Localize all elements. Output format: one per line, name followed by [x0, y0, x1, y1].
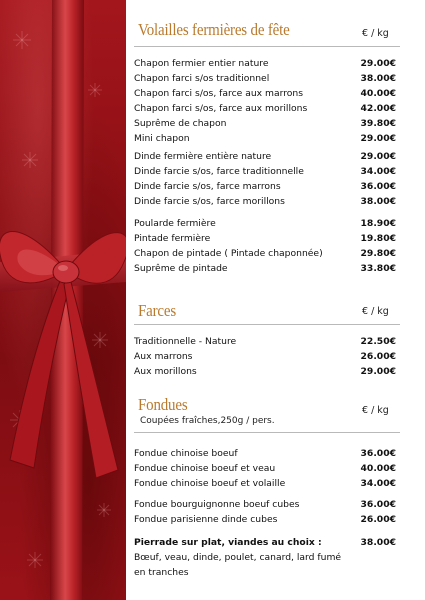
item-price: 40.00€: [360, 88, 396, 99]
item-price: 38.00€: [360, 537, 396, 548]
divider: [134, 432, 400, 433]
item-price: 34.00€: [360, 166, 396, 177]
item-name: Dinde farcie s/os, farce marrons: [134, 181, 281, 192]
item-price: 29.00€: [360, 133, 396, 144]
item-price: 29.00€: [360, 366, 396, 377]
item-price: 39.80€: [360, 118, 396, 129]
item-name: Fondue chinoise boeuf: [134, 448, 238, 459]
item-price: 26.00€: [360, 514, 396, 525]
divider: [134, 324, 400, 325]
item-price: 36.00€: [360, 448, 396, 459]
section-title-volailles: Volailles fermières de fête: [138, 20, 290, 39]
pierrade-description: Bœuf, veau, dinde, poulet, canard, lard fumé en tranches: [134, 552, 342, 578]
item-price: 36.00€: [360, 181, 396, 192]
list-item: [134, 512, 400, 527]
item-name: Chapon farci s/os, farce aux morillons: [134, 103, 308, 114]
list-item: [134, 497, 400, 512]
list-item: [134, 149, 400, 164]
item-name: Fondue chinoise boeuf et veau: [134, 463, 276, 474]
item-price: 36.00€: [360, 499, 396, 510]
list-item: [134, 216, 400, 231]
list-item: [134, 231, 400, 246]
item-price: 22.50€: [360, 336, 396, 347]
item-name: Dinde farcie s/os, farce traditionnelle: [134, 166, 304, 177]
item-name: Pierrade sur plat, viandes au choix :: [134, 537, 322, 548]
item-name: Pintade fermière: [134, 233, 211, 244]
list-item: [134, 56, 400, 71]
item-name: Traditionnelle - Nature: [134, 336, 237, 347]
list-item: [134, 261, 400, 276]
divider: [134, 46, 400, 47]
item-price: 18.90€: [360, 218, 396, 229]
item-name: Suprême de pintade: [134, 263, 228, 274]
list-item: [134, 164, 400, 179]
list-item: [134, 86, 400, 101]
section-title-fondues: Fondues: [138, 395, 188, 414]
item-name: Mini chapon: [134, 133, 190, 144]
item-price: 29.80€: [360, 248, 396, 259]
ribbon-bow-graphic: [0, 0, 126, 600]
list-item: [134, 461, 400, 476]
list-item: [134, 364, 400, 379]
pierrade-row: [134, 535, 400, 550]
list-item: [134, 131, 400, 146]
unit-label-volailles: € / kg: [362, 28, 389, 39]
item-name: Fondue parisienne dinde cubes: [134, 514, 278, 525]
item-price: 29.00€: [360, 58, 396, 69]
list-item: [134, 71, 400, 86]
item-price: 19.80€: [360, 233, 396, 244]
list-item: [134, 334, 400, 349]
section-title-farces: Farces: [138, 301, 176, 320]
list-item: [134, 116, 400, 131]
list-item: [134, 101, 400, 116]
item-name: Suprême de chapon: [134, 118, 227, 129]
list-item: [134, 349, 400, 364]
item-name: Chapon fermier entier nature: [134, 58, 269, 69]
unit-label-farces: € / kg: [362, 306, 389, 317]
item-name: Chapon de pintade ( Pintade chaponnée): [134, 248, 323, 259]
item-price: 42.00€: [360, 103, 396, 114]
item-price: 33.80€: [360, 263, 396, 274]
unit-label-fondues: € / kg: [362, 405, 389, 416]
item-price: 40.00€: [360, 463, 396, 474]
item-name: Fondue chinoise boeuf et volaille: [134, 478, 286, 489]
item-price: 38.00€: [360, 196, 396, 207]
item-name: Fondue bourguignonne boeuf cubes: [134, 499, 300, 510]
item-name: Poularde fermière: [134, 218, 216, 229]
price-list: [134, 0, 404, 600]
item-name: Aux marrons: [134, 351, 193, 362]
list-item: [134, 194, 400, 209]
item-name: Dinde farcie s/os, farce morillons: [134, 196, 285, 207]
item-name: Dinde fermière entière nature: [134, 151, 272, 162]
item-name: Chapon farci s/os, farce aux marrons: [134, 88, 304, 99]
list-item: [134, 476, 400, 491]
item-name: Aux morillons: [134, 366, 197, 377]
item-name: Chapon farci s/os traditionnel: [134, 73, 270, 84]
item-price: 26.00€: [360, 351, 396, 362]
fondues-subnote: Coupées fraîches,250g / pers.: [140, 416, 275, 426]
list-item: [134, 246, 400, 261]
list-item: [134, 446, 400, 461]
ribbon-decoration: [0, 0, 126, 600]
item-price: 38.00€: [360, 73, 396, 84]
item-price: 29.00€: [360, 151, 396, 162]
list-item: [134, 179, 400, 194]
item-price: 34.00€: [360, 478, 396, 489]
